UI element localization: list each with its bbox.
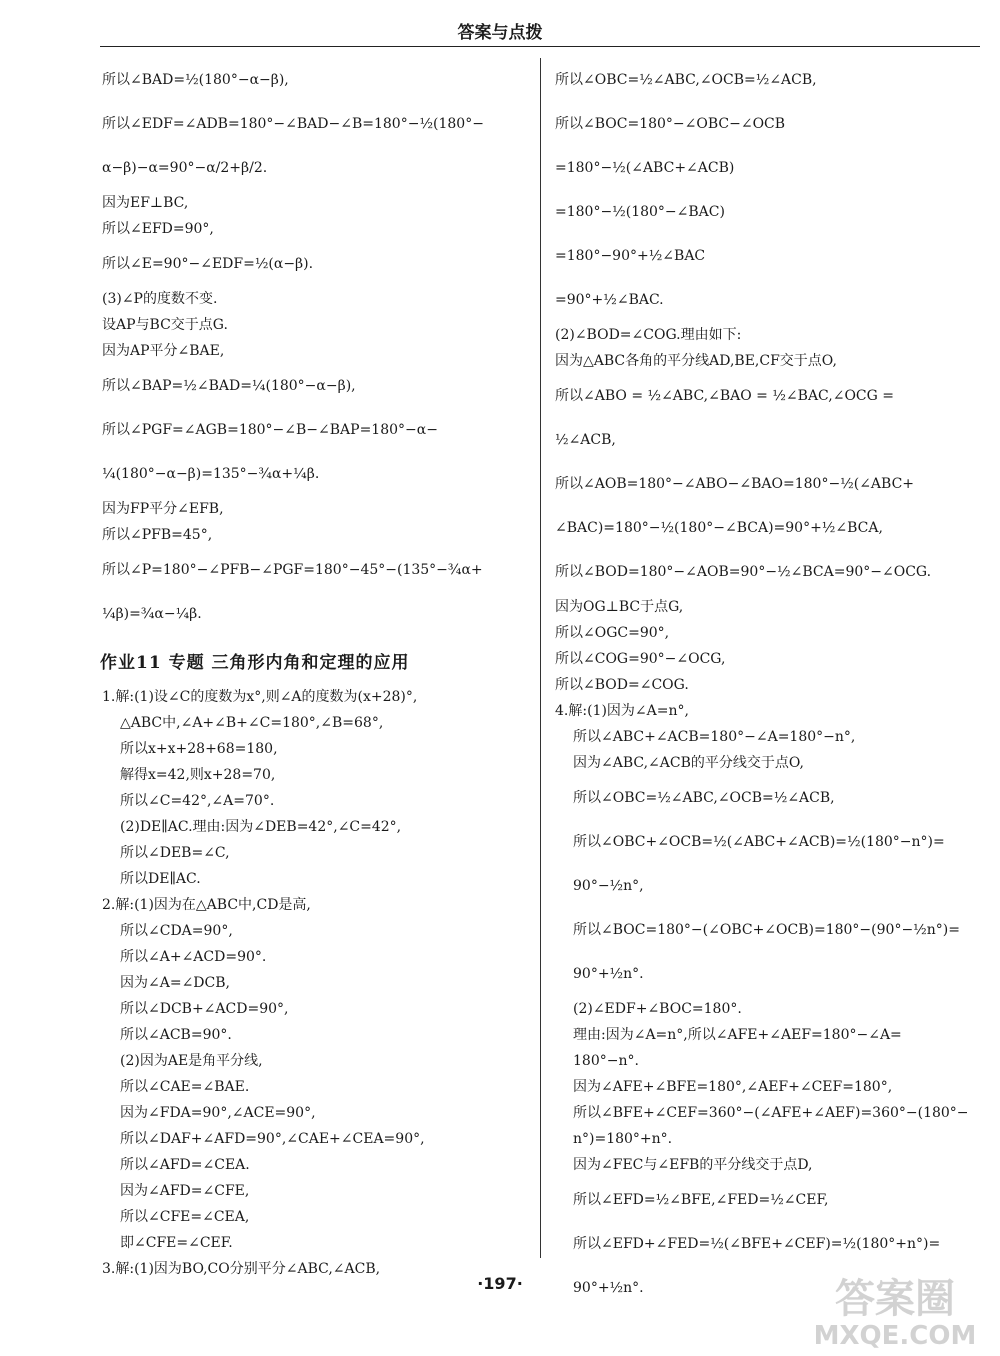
problem-line: 所以∠AFD=∠CEA.: [120, 1157, 250, 1173]
solution-line: 所以∠BOC=180°−∠OBC−∠OCB: [555, 116, 786, 132]
problem-line: 因为∠ABC,∠ACB的平分线交于点O,: [573, 755, 804, 771]
page-number: ·197·: [477, 1274, 523, 1293]
problem-line: 所以∠DEB=∠C,: [120, 845, 230, 861]
watermark-text-top: 答案圈: [835, 1276, 955, 1322]
problem-line: 90°+½n°.: [573, 1280, 644, 1296]
problem-line: 90°−½n°,: [573, 878, 644, 894]
right-column: [555, 58, 980, 1310]
solution-line: ¼β)=¾α−¼β.: [102, 606, 202, 622]
solution-line: =180°−90°+½∠BAC: [555, 248, 706, 264]
solution-line: 所以∠PFB=45°,: [102, 527, 213, 543]
solution-line: 所以∠P=180°−∠PFB−∠PGF=180°−45°−(135°−¾α+: [102, 562, 483, 578]
watermark-text-bottom: MXQE.COM: [813, 1321, 977, 1350]
problem-line: (2)DE∥AC.理由:因为∠DEB=42°,∠C=42°,: [120, 819, 402, 835]
solution-line: 因为△ABC各角的平分线AD,BE,CF交于点O,: [555, 353, 837, 369]
section-heading: 作业11 专题 三角形内角和定理的应用: [100, 653, 410, 673]
solution-line: 所以∠ABO = ½∠ABC,∠BAO = ½∠BAC,∠OCG =: [555, 388, 895, 404]
problem-line: n°)=180°+n°.: [573, 1131, 673, 1147]
solution-line: 所以∠AOB=180°−∠ABO−∠BAO=180°−½(∠ABC+: [555, 476, 915, 492]
solution-line: 所以∠BOD=∠COG.: [555, 677, 689, 693]
problem-line: 所以∠OBC=½∠ABC,∠OCB=½∠ACB,: [573, 790, 835, 806]
solution-line: 所以∠OBC=½∠ABC,∠OCB=½∠ACB,: [555, 72, 817, 88]
column-divider: [540, 58, 541, 1258]
problem-line: 因为∠FEC与∠EFB的平分线交于点D,: [573, 1157, 813, 1173]
solution-line: 所以∠BOD=180°−∠AOB=90°−½∠BCA=90°−∠OCG.: [555, 564, 932, 580]
problem-line: 因为∠AFE+∠BFE=180°,∠AEF+∠CEF=180°,: [573, 1079, 893, 1095]
solution-line: ∠BAC)=180°−½(180°−∠BCA)=90°+½∠BCA,: [555, 520, 883, 536]
problem-line: 所以∠DCB+∠ACD=90°,: [120, 1001, 289, 1017]
problem-line: 180°−n°.: [573, 1053, 639, 1069]
header-rule: [100, 46, 980, 47]
solution-line: 所以∠BAD=½(180°−α−β),: [102, 72, 289, 88]
left-column: [102, 58, 532, 1282]
solution-line: (2)∠BOD=∠COG.理由如下:: [555, 327, 742, 343]
solution-line: 所以∠EDF=∠ADB=180°−∠BAD−∠B=180°−½(180°−: [102, 116, 484, 132]
solution-line: 所以∠PGF=∠AGB=180°−∠B−∠BAP=180°−α−: [102, 422, 438, 438]
problem-line: 因为∠A=∠DCB,: [120, 975, 230, 991]
problem-line: 即∠CFE=∠CEF.: [120, 1235, 233, 1251]
problem-line: 所以∠OBC+∠OCB=½(∠ABC+∠ACB)=½(180°−n°)=: [573, 834, 945, 850]
solution-line: (3)∠P的度数不变.: [102, 291, 218, 307]
page-header-title: 答案与点拨: [457, 23, 543, 43]
solution-line: 因为EF⊥BC,: [102, 195, 189, 211]
problem-line: 因为∠FDA=90°,∠ACE=90°,: [120, 1105, 316, 1121]
solution-line: 所以∠BAP=½∠BAD=¼(180°−α−β),: [102, 378, 356, 394]
problem-line: 所以∠EFD+∠FED=½(∠BFE+∠CEF)=½(180°+n°)=: [573, 1236, 941, 1252]
solution-line: ½∠ACB,: [555, 432, 616, 448]
solution-line: 因为AP平分∠BAE,: [102, 343, 225, 359]
problem-line: 所以∠A+∠ACD=90°.: [120, 949, 267, 965]
problem-line: 所以∠CDA=90°,: [120, 923, 233, 939]
problem-line: 解得x=42,则x+28=70,: [120, 767, 276, 783]
problem-line: 所以∠C=42°,∠A=70°.: [120, 793, 275, 809]
solution-line: 所以∠E=90°−∠EDF=½(α−β).: [102, 256, 314, 272]
problem-line: 所以∠CAE=∠BAE.: [120, 1079, 250, 1095]
solution-line: α−β)−α=90°−α/2+β/2.: [102, 160, 268, 176]
solution-line: ¼(180°−α−β)=135°−¾α+¼β.: [102, 466, 320, 482]
problem-line: 4.解:(1)因为∠A=n°,: [555, 703, 689, 719]
watermark-logo: [800, 1270, 990, 1350]
solution-line: 因为FP平分∠EFB,: [102, 501, 224, 517]
problem-line: 所以∠ABC+∠ACB=180°−∠A=180°−n°,: [573, 729, 856, 745]
solution-line: 所以∠OGC=90°,: [555, 625, 670, 641]
problem-line: 90°+½n°.: [573, 966, 644, 982]
problem-line: 所以∠BFE+∠CEF=360°−(∠AFE+∠AEF)=360°−(180°−: [573, 1105, 969, 1121]
solution-line: =180°−½(180°−∠BAC): [555, 204, 725, 220]
problem-line: 所以∠CFE=∠CEA,: [120, 1209, 250, 1225]
solution-line: 设AP与BC交于点G.: [102, 317, 228, 333]
solution-line: 所以∠COG=90°−∠OCG,: [555, 651, 726, 667]
solution-line: 因为OG⊥BC于点G,: [555, 599, 684, 615]
problem-line: △ABC中,∠A+∠B+∠C=180°,∠B=68°,: [120, 715, 384, 731]
solution-line: =180°−½(∠ABC+∠ACB): [555, 160, 735, 176]
problem-line: 2.解:(1)因为在△ABC中,CD是高,: [102, 897, 311, 913]
problem-line: 1.解:(1)设∠C的度数为x°,则∠A的度数为(x+28)°,: [102, 689, 418, 705]
solution-line: =90°+½∠BAC.: [555, 292, 664, 308]
problem-line: 所以∠BOC=180°−(∠OBC+∠OCB)=180°−(90°−½n°)=: [573, 922, 960, 938]
problem-line: 所以DE∥AC.: [120, 871, 201, 887]
problem-line: 3.解:(1)因为BO,CO分别平分∠ABC,∠ACB,: [102, 1261, 381, 1277]
problem-line: 所以∠DAF+∠AFD=90°,∠CAE+∠CEA=90°,: [120, 1131, 425, 1147]
solution-line: 所以∠EFD=90°,: [102, 221, 214, 237]
problem-line: 所以∠ACB=90°.: [120, 1027, 232, 1043]
problem-line: 因为∠AFD=∠CFE,: [120, 1183, 250, 1199]
problem-line: 所以x+x+28+68=180,: [120, 741, 278, 757]
problem-line: 所以∠EFD=½∠BFE,∠FED=½∠CEF,: [573, 1192, 829, 1208]
problem-line: (2)因为AE是角平分线,: [120, 1053, 263, 1069]
problem-line: 理由:因为∠A=n°,所以∠AFE+∠AEF=180°−∠A=: [573, 1027, 902, 1043]
problem-line: (2)∠EDF+∠BOC=180°.: [573, 1001, 742, 1017]
